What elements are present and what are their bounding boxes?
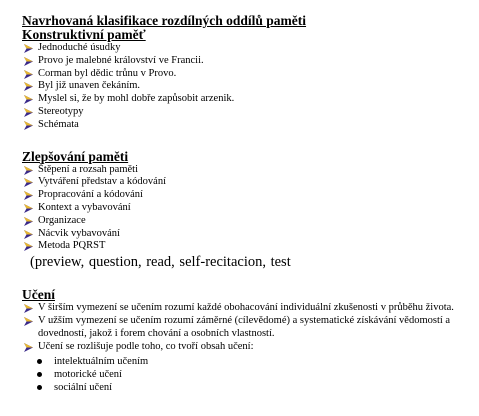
bullet-dot-icon bbox=[37, 372, 42, 377]
section-heading-constructive-memory: Konstruktivní paměť bbox=[22, 27, 146, 42]
arrow-pointer-icon bbox=[23, 316, 34, 327]
list-item bbox=[22, 302, 470, 315]
pqrst-expansion: (preview, question, read, self-recitacion, test bbox=[30, 254, 291, 271]
list-item bbox=[22, 164, 472, 177]
list-item bbox=[22, 341, 470, 354]
document bbox=[22, 14, 472, 394]
list-item-text: Myslel si, že by mohl dobře zapůsobit arzenik. bbox=[38, 93, 235, 105]
arrow-pointer-icon bbox=[23, 190, 34, 201]
sub-list-item bbox=[22, 355, 472, 368]
section-heading-learning: Učení bbox=[22, 287, 55, 303]
arrow-pointer-icon bbox=[23, 81, 34, 92]
spacer bbox=[22, 270, 472, 288]
sub-list-item-text: sociální učení bbox=[54, 382, 113, 394]
page-title: Navrhovaná klasifikace rozdílných oddílů paměti bbox=[22, 13, 307, 28]
arrow-pointer-icon bbox=[23, 120, 34, 131]
list-item bbox=[22, 228, 472, 241]
list-item bbox=[22, 55, 472, 68]
arrow-pointer-icon bbox=[23, 229, 34, 240]
list-item bbox=[22, 202, 472, 215]
list-item-text: Štěpení a rozsah paměti bbox=[38, 163, 139, 175]
list-item-text: Jednoduché úsudky bbox=[38, 42, 121, 53]
list-item bbox=[22, 189, 472, 202]
sub-list-item-text: motorické učení bbox=[54, 369, 122, 381]
spacer bbox=[22, 132, 472, 150]
list-item-text: Kontext a vybavování bbox=[38, 201, 131, 213]
sub-list-item bbox=[22, 381, 472, 394]
list-item-text: Učení se rozlišuje podle toho, co tvoří obsah učení: bbox=[38, 340, 254, 352]
constructive-memory-list bbox=[22, 42, 472, 132]
list-item-text: Provo je malebné království ve Francii. bbox=[38, 54, 204, 66]
arrow-pointer-icon bbox=[23, 177, 34, 188]
list-item-text: V užším vymezení se učením rozumí záměrné (cílevědomé) a systematické získávání vědomostí a dovedností, jakož i forem chování a osobních vlastností. bbox=[38, 314, 451, 339]
sub-list-item bbox=[22, 368, 472, 381]
arrow-pointer-icon bbox=[23, 43, 34, 54]
list-item-text: Vytváření představ a kódování bbox=[38, 176, 167, 188]
list-item bbox=[22, 315, 470, 341]
list-item bbox=[22, 240, 472, 253]
list-item-text: Schémata bbox=[38, 118, 79, 130]
list-item bbox=[22, 42, 472, 55]
arrow-pointer-icon bbox=[23, 56, 34, 67]
bullet-dot-icon bbox=[37, 359, 42, 364]
list-item bbox=[22, 215, 472, 228]
arrow-pointer-icon bbox=[23, 342, 34, 353]
memory-improvement-list bbox=[22, 164, 472, 254]
arrow-pointer-icon bbox=[23, 107, 34, 118]
learning-list bbox=[22, 302, 472, 353]
list-item bbox=[22, 80, 472, 93]
arrow-pointer-icon bbox=[23, 203, 34, 214]
section-heading-memory-improvement: Zlepšování paměti bbox=[22, 148, 129, 164]
list-item-text: Propracování a kódování bbox=[38, 189, 143, 201]
arrow-pointer-icon bbox=[23, 69, 34, 80]
bullet-dot-icon bbox=[37, 385, 42, 390]
list-item bbox=[22, 93, 472, 106]
sub-list-item-text: intelektuálním učením bbox=[54, 356, 149, 368]
arrow-pointer-icon bbox=[23, 303, 34, 314]
list-item-text: Metoda PQRST bbox=[38, 240, 106, 252]
learning-types-list bbox=[22, 355, 472, 394]
arrow-pointer-icon bbox=[23, 94, 34, 105]
list-item bbox=[22, 68, 472, 81]
list-item bbox=[22, 119, 472, 132]
list-item-text: Byl již unaven čekáním. bbox=[38, 80, 141, 92]
list-item-text: Organizace bbox=[38, 214, 86, 226]
arrow-pointer-icon bbox=[23, 165, 34, 176]
list-item bbox=[22, 106, 472, 119]
arrow-pointer-icon bbox=[23, 241, 34, 252]
list-item-text: Corman byl dědic trůnu v Provo. bbox=[38, 67, 177, 79]
arrow-pointer-icon bbox=[23, 216, 34, 227]
list-item-text: Stereotypy bbox=[38, 105, 84, 117]
list-item-text: V širším vymezení se učením rozumí každé obohacování individuální zkušenosti v průběhu života. bbox=[38, 302, 454, 314]
list-item-text: Nácvik vybavování bbox=[38, 227, 120, 239]
list-item bbox=[22, 176, 472, 189]
